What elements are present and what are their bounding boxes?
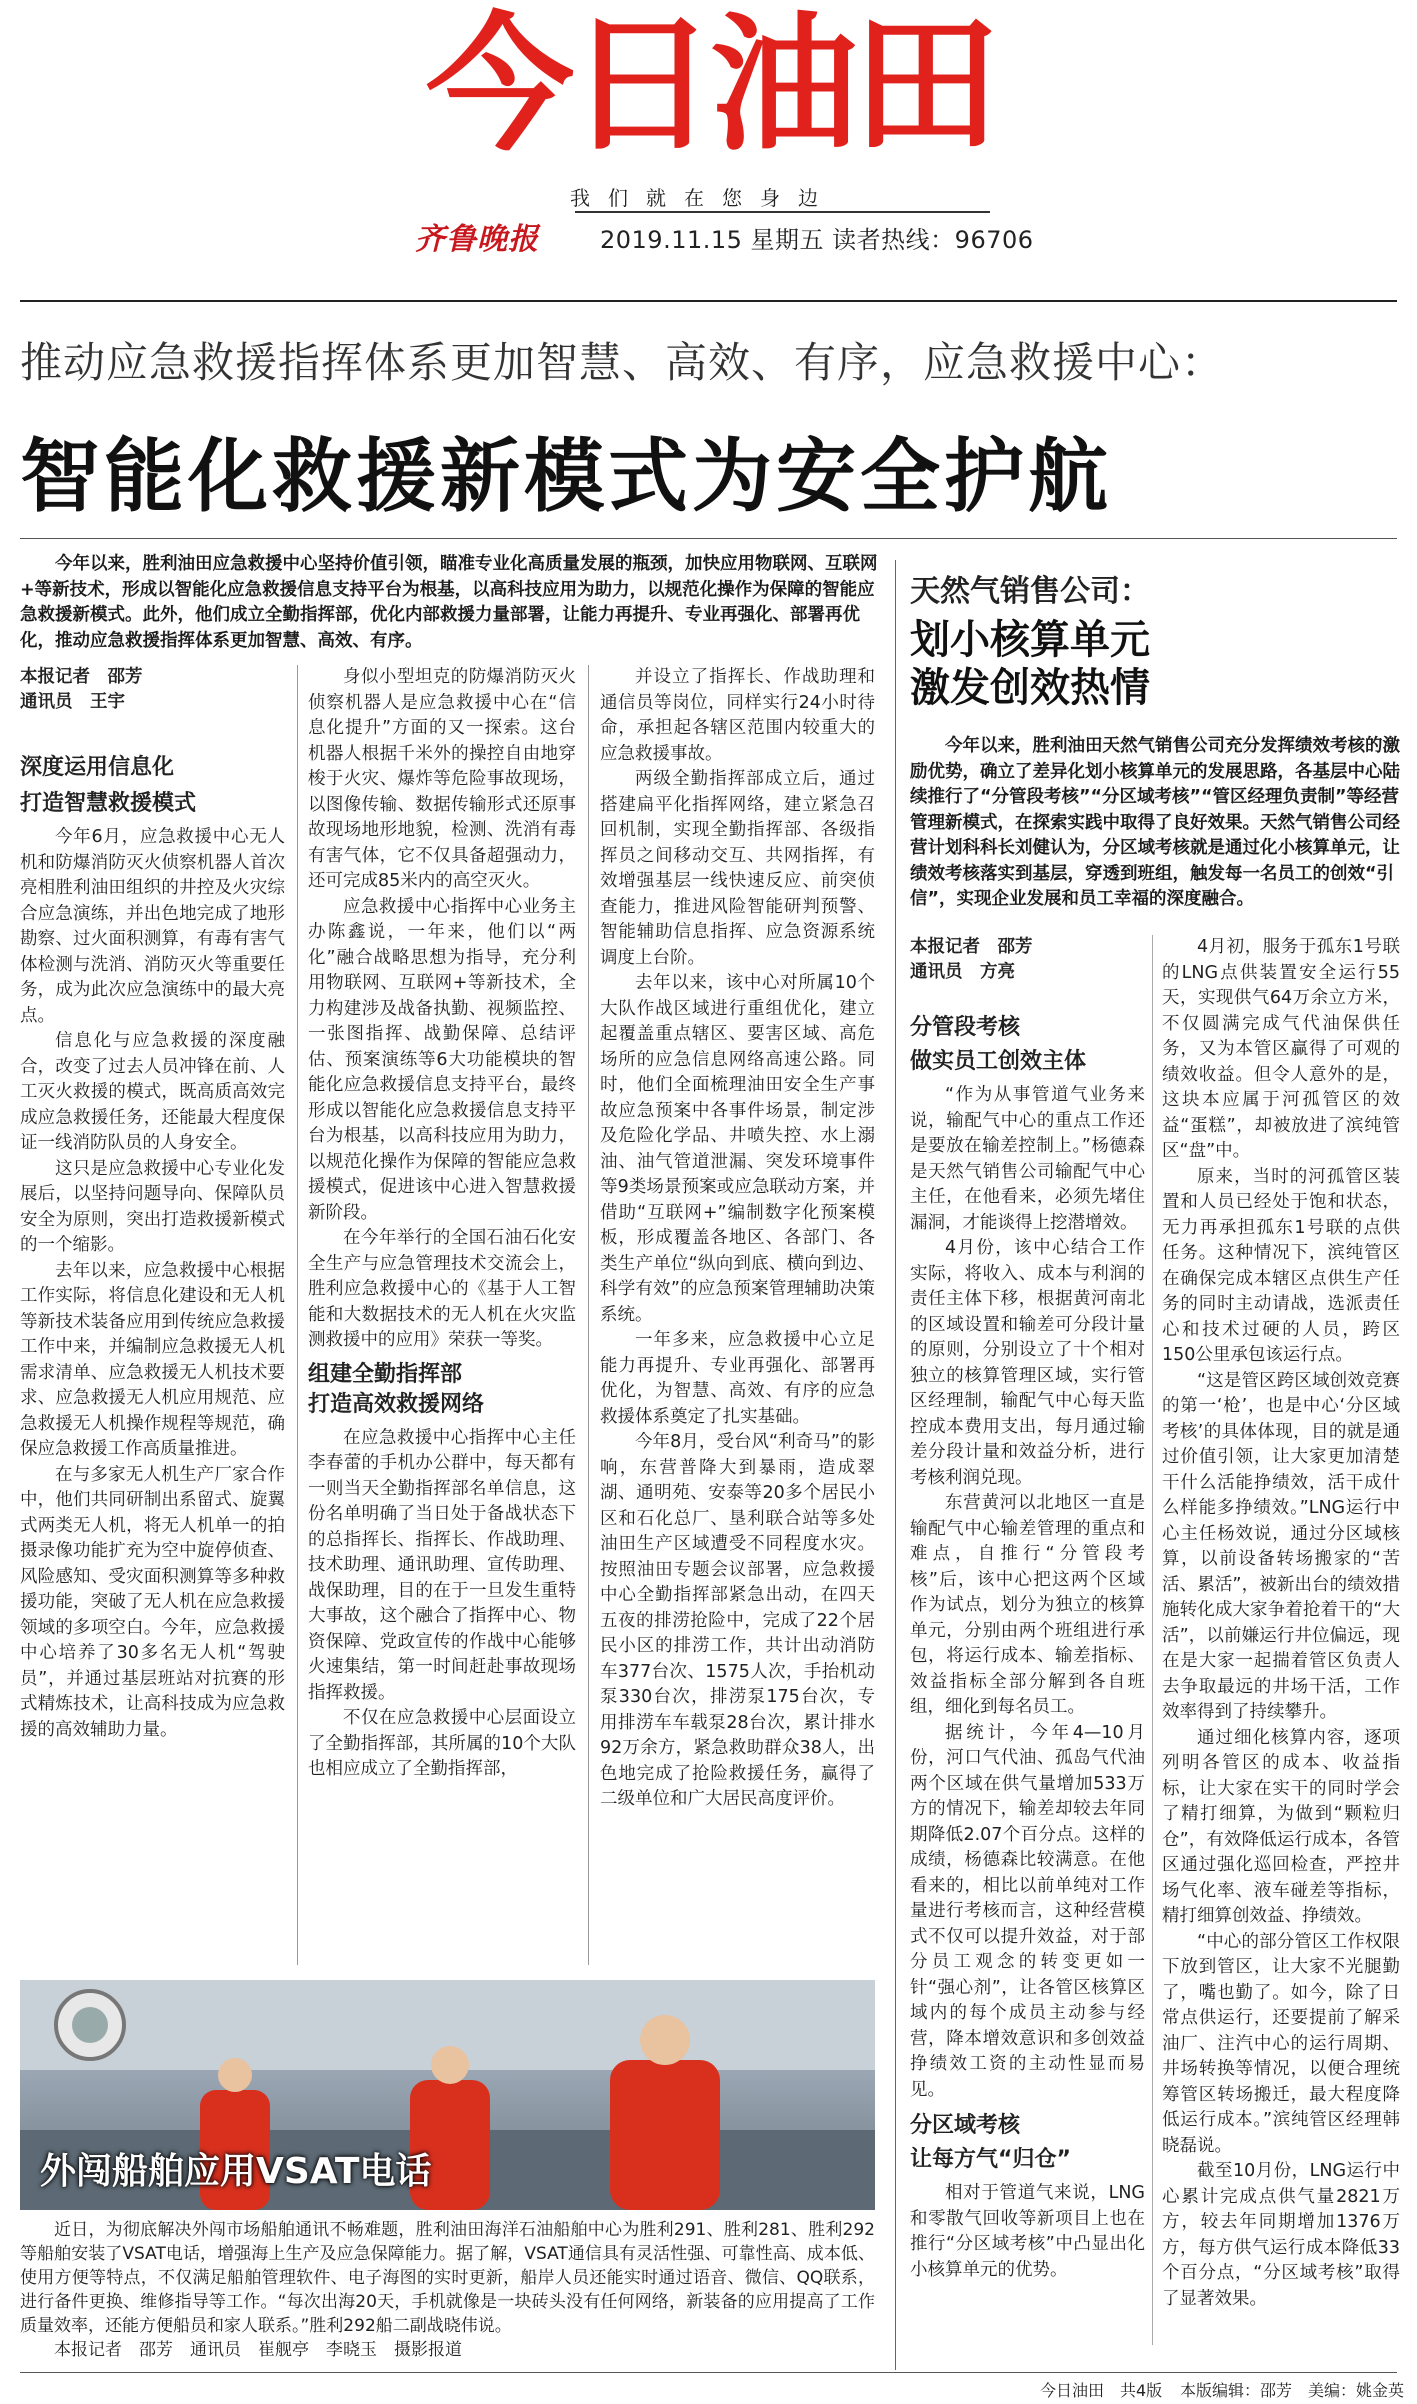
paragraph: “这是管区跨区域创效竞赛的第一‘枪’，也是中心‘分区域考核’的具体体现，目的就是通过价值引领，让大家更加清楚干什么活能挣绩效，活干成什么样能多挣绩效。”LNG运行中心主任杨效说，通过分区域核算，以前设备转场搬家的“苦活、累活”，被新出台的绩效措施转化成大家争着抢着干的“大活”，以前嫌运行井位偏远，现在是大家一起揣着管区负责人去争取最远的井场干活，工作效率得到了持续攀升。	[1162, 1370, 1400, 1722]
side-lead	[910, 734, 1400, 913]
lead-paragraph: 今年以来，胜利油田应急救援中心坚持价值引领，瞄准专业化高质量发展的瓶颈，加快应用物联网、互联网+等新技术，形成以智能化应急救援信息支持平台为根基，以高科技应用为助力，以规范化操作为保障的智能应急救援新模式。此外，他们成立全勤指挥部，优化内部救援力量部署，让能力再提升、专业再强化、部署再优化，推动应急救援指挥体系更加智慧、高效、有序。	[20, 554, 878, 651]
paragraph: 通过细化核算内容，逐项列明各管区的成本、收益指标，让大家在实干的同时学会了精打细算，为做到“颗粒归仓”，有效降低运行成本，各管区通过强化巡回检查，严控井场气化率、液车碰差等指标，精打细算创效益、挣绩效。	[1162, 1727, 1400, 1926]
main-column-2	[308, 665, 576, 1783]
section-title-2b: 打造高效救援网络	[308, 1391, 485, 1417]
section-title-1b: 打造智慧救援模式	[20, 791, 197, 816]
column-divider	[297, 665, 298, 1965]
main-column-1	[20, 665, 285, 1743]
side-subtitle: 天然气销售公司：	[910, 574, 1150, 609]
footer-page: 今日油田 共4版	[1040, 2381, 1163, 2400]
main-subhead: 推动应急救援指挥体系更加智慧、高效、有序，应急救援中心：	[20, 338, 1225, 387]
paragraph: 据统计，今年4—10月份，河口气代油、孤岛气代油两个区域在供气量增加533万方的情况下，输差却较去年同期降低2.07个百分点。这样的成绩，杨德森比较满意。在他看来的，相比以前单纯对工作量进行考核而言，这种经营模式不仅可以提升效益，对于部分员工观念的转变更如一针“强心剂”，让各管区核算区域内的每个成员主动参与经营，降本增效意识和多创效益挣绩效工资的主动性显而易见。	[910, 1722, 1145, 2100]
side-byline-correspondent: 通讯员 方亮	[910, 962, 1015, 982]
side-column-b	[1162, 935, 1400, 2312]
paragraph: 应急救援中心指挥中心业务主办陈鑫说，一年来，他们以“两化”融合战略思想为指导，充分利用物联网、互联网+等新技术，全力构建涉及战备执勤、视频监控、一张图指挥、战勤保障、总结评估、预案演练等6大功能模块的智能化应急救援信息支持平台，最终形成以智能化应急救援信息支持平台为根基，以高科技应用为助力，以规范化操作为保障的智能应急救援模式，促进该中心进入智慧救援新阶段。	[308, 896, 576, 1223]
side-divider	[895, 560, 896, 2370]
section-title-2a: 组建全勤指挥部	[308, 1361, 463, 1387]
side-byline-reporter: 本报记者 邵芳	[910, 937, 1033, 957]
side-headline-1: 划小核算单元	[910, 617, 1150, 663]
side-lead-paragraph: 今年以来，胜利油田天然气销售公司充分发挥绩效考核的激励优势，确立了差异化划小核算单元的发展思路，各基层中心陆续推行了“分管段考核”“分区域考核”“管区经理负责制”等经营管理新模式，在探索实践中取得了良好效果。天然气销售公司经营计划科科长刘健认为，分区域考核就是通过化小核算单元，让绩效考核落实到基层，穿透到班组，触发每一名员工的创效“引信”，实现企业发展和员工幸福的深度融合。	[910, 736, 1400, 909]
headline-rule	[20, 538, 1397, 539]
paragraph: 这只是应急救援中心专业化发展后，以坚持问题导向、保障队员安全为原则，突出打造救援新模式的一个缩影。	[20, 1158, 285, 1255]
paragraph: 东营黄河以北地区一直是输配气中心输差管理的重点和难点，自推行“分管段考核”后，该中心把这两个区域作为试点，划分为独立的核算单元，分别由两个班组进行承包，将运行成本、输差指标、效益指标全部分解到各自班组，细化到每名员工。	[910, 1493, 1145, 1717]
byline-correspondent: 通讯员 王宇	[20, 692, 125, 712]
side-headline-2: 激发创效热情	[910, 665, 1150, 711]
paragraph: 两级全勤指挥部成立后，通过搭建扁平化指挥网络，建立紧急召回机制，实现全勤指挥部、各级指挥员之间移动交互、共网指挥，有效增强基层一线快速反应、前突侦查能力，推进风险智能研判预警、智能辅助信息指挥、应急资源系统调度上台阶。	[600, 769, 875, 968]
main-lead	[20, 552, 880, 654]
paragraph: 4月初，服务于孤东1号联的LNG点供装置安全运行55天，实现供气64万余立方米，不仅圆满完成气代油保供任务，又为本管区赢得了可观的绩效收益。但令人意外的是，这块本应属于河孤管区的效益“蛋糕”，却被放进了滨纯管区“盘”中。	[1162, 937, 1400, 1161]
brand-logo: 齐鲁晚报	[415, 222, 539, 257]
masthead-slogan: 我们就在您身边	[570, 186, 836, 210]
footer-editor: 本版编辑：邵芳 美编：姚金英	[1180, 2381, 1405, 2400]
paragraph: 并设立了指挥长、作战助理和通信员等岗位，同样实行24小时待命，承担起各辖区范围内较重大的应急救援事故。	[600, 667, 875, 764]
main-headline: 智能化救援新模式为安全护航	[20, 430, 1112, 523]
side-section-1a: 分管段考核	[910, 1015, 1021, 1040]
paragraph: 原来，当时的河孤管区装置和人员已经处于饱和状态，无力再承担孤东1号联的点供任务。这种情况下，滨纯管区在确保完成本辖区点供生产任务的同时主动请战，选派责任心和技术过硬的人员，跨区150公里承包该运行点。	[1162, 1166, 1400, 1365]
masthead-title: 今日油田	[426, 0, 994, 171]
side-section-2b: 让每方气“归仓”	[910, 2147, 1071, 2172]
photo-byline: 本报记者 邵芳 通讯员 崔舰亭 李晓玉 摄影报道	[54, 2340, 462, 2360]
photo-text: 近日，为彻底解决外闯市场船舶通讯不畅难题，胜利油田海洋石油船舶中心为胜利291、胜利281、胜利292等船舶安装了VSAT电话，增强海上生产及应急保障能力。据了解，VSAT通信具有灵活性强、可靠性高、成本低、使用方便等特点，不仅满足船舶管理软件、电子海图的实时更新，船岸人员还能实时通过语音、微信、QQ联系，进行备件更换、维修指导等工作。“每次出海20天，手机就像是一块砖头没有任何网络，新装备的应用提高了工作质量效率，还能方便船员和家人联系。”胜利292船二副战晓伟说。	[20, 2220, 875, 2336]
paragraph: 去年以来，该中心对所属10个大队作战区域进行重组优化，建立起覆盖重点辖区、要害区域、高危场所的应急信息网络高速公路。同时，他们全面梳理油田安全生产事故应急预案中各事件场景，制定涉及危险化学品、井喷失控、水上溺油、油气管道泄漏、突发环境事件等9类场景预案或应急联动方案，并借助“互联网+”编制数字化预案模板，形成覆盖各地区、各部门、各类生产单位“纵向到底、横向到边、科学有效”的应急预案管理辅助决策系统。	[600, 973, 875, 1325]
paragraph: 身似小型坦克的防爆消防灭火侦察机器人是应急救援中心在“信息化提升”方面的又一探索。这台机器人根据千米外的操控自由地穿梭于火灾、爆炸等危险事故现场，以图像传输、数据传输形式还原事故现场地形地貌，检测、洗消有毒有害气体，它不仅具备超强动力，还可完成85米内的高空灭火。	[308, 667, 576, 891]
paragraph: 去年以来，应急救援中心根据工作实际，将信息化建设和无人机等新技术装备应用到传统应急救援工作中来，并编制应急救援无人机需求清单、应急救援无人机技术要求、应急救援无人机应用规范、应急救援无人机操作规程等规范，确保应急救援工作高质量推进。	[20, 1260, 285, 1459]
side-story	[910, 566, 1400, 913]
side-section-2a: 分区域考核	[910, 2113, 1021, 2138]
main-column-3	[600, 665, 875, 1813]
paragraph: 4月份，该中心结合工作实际，将收入、成本与利润的责任主体下移，根据黄河南北的区域设置和输差可分段计量的原则，分别设立了十个相对独立的核算管理区域，实行管区经理制，输配气中心每天监控成本费用支出，每月通过输差分段计量和效益分析，进行考核利润兑现。	[910, 1238, 1145, 1488]
paragraph: 不仅在应急救援中心层面设立了全勤指挥部，其所属的10个大队也相应成立了全勤指挥部，	[308, 1708, 576, 1779]
photo-caption: 外闯船舶应用VSAT电话	[40, 2151, 432, 2192]
paragraph: 在应急救援中心指挥中心主任李春蕾的手机办公群中，每天都有一则当天全勤指挥部名单信息，这份名单明确了当日处于备战状态下的总指挥长、指挥长、作战助理、技术助理、通讯助理、宣传助理、战保助理，目的在于一旦发生重特大事故，这个融合了指挥中心、物资保障、党政宣传的作战中心能够火速集结，第一时间赶赴事故现场指挥救援。	[308, 1427, 576, 1703]
side-section-1b: 做实员工创效主体	[910, 1049, 1087, 1074]
paragraph: “中心的部分管区工作权限下放到管区，让大家不光腿勤了，嘴也勤了。如今，除了日常点供运行，还要提前了解采油厂、注汽中心的运行周期、井场转换等情况，以便合理统筹管区转场搬迁，最大程度降低运行成本。”滨纯管区经理韩晓磊说。	[1162, 1931, 1400, 2156]
ship-bridge-photo	[20, 1980, 875, 2210]
slogan-divider	[575, 211, 990, 213]
column-divider	[588, 665, 589, 1965]
side-column-a	[910, 935, 1145, 2283]
paragraph: 今年6月，应急救援中心无人机和防爆消防灭火侦察机器人首次亮相胜利油田组织的井控及火灾综合应急演练，并出色地完成了地形勘察、过火面积测算，有毒有害气体检测与洗消、消防灭火等重要任务，成为此次应急演练中的最大亮点。	[20, 827, 285, 1026]
paragraph: 相对于管道气来说，LNG和零散气回收等新项目上也在推行“分区域考核”中凸显出化小核算单元的优势。	[910, 2183, 1145, 2280]
paragraph: 在今年举行的全国石油石化安全生产与应急管理技术交流会上，胜利应急救援中心的《基于人工智能和大数据技术的无人机在火灾监测救援中的应用》荣获一等奖。	[308, 1228, 576, 1350]
top-rule	[20, 300, 1397, 302]
section-title-1a: 深度运用信息化	[20, 755, 175, 780]
paragraph: 一年多来，应急救援中心立足能力再提升、专业再强化、部署再优化，为智慧、高效、有序的应急救援体系奠定了扎实基础。	[600, 1330, 875, 1427]
paragraph: 在与多家无人机生产厂家合作中，他们共同研制出系留式、旋翼式两类无人机，将无人机单一的拍摄录像功能扩充为空中旋停侦查、风险感知、受灾面积测算等多种救援功能，突破了无人机在应急救援领域的多项空白。今年，应急救援中心培养了30多名无人机“驾驶员”，并通过基层班站对抗赛的形式精炼技术，让高科技成为应急救援的高效辅助力量。	[20, 1464, 285, 1740]
dateline: 2019.11.15 星期五 读者热线：96706	[600, 226, 1034, 254]
footer-rule	[20, 2372, 1397, 2373]
paragraph: 今年8月，受台风“利奇马”的影响，东营普降大到暴雨，造成翠湖、通明苑、安泰等20多个居民小区和石化总厂、垦利联合站等多处油田生产区域遭受不同程度水灾。按照油田专题会议部署，应急救援中心全勤指挥部紧急出动，在四天五夜的排涝抢险中，完成了22个居民小区的排涝工作，共计出动消防车377台次、1575人次，手抬机动泵330台次，排涝泵175台次，专用排涝车车载泵28台次，累计排水92万余方，紧急救助群众38人，出色地完成了抢险救援任务，赢得了二级单位和广大居民高度评价。	[600, 1432, 875, 1809]
paragraph: 截至10月份，LNG运行中心累计完成点供气量2821万方，较去年同期增加1376万方，每方供气运行成本降低33个百分点，“分区域考核”取得了显著效果。	[1162, 2161, 1400, 2309]
photo-story	[20, 2218, 875, 2362]
byline-reporter: 本报记者 邵芳	[20, 667, 143, 687]
paragraph: “作为从事管道气业务来说，输配气中心的重点工作还是要放在输差控制上。”杨德森是天然气销售公司输配气中心主任，在他看来，必须先堵住漏洞，才能谈得上挖潜增效。	[910, 1085, 1145, 1233]
paragraph: 信息化与应急救援的深度融合，改变了过去人员冲锋在前、人工灭火救援的模式，既高质高效完成应急救援任务，还能最大程度保证一线消防队员的人身安全。	[20, 1031, 285, 1153]
column-divider	[1152, 935, 1153, 2345]
